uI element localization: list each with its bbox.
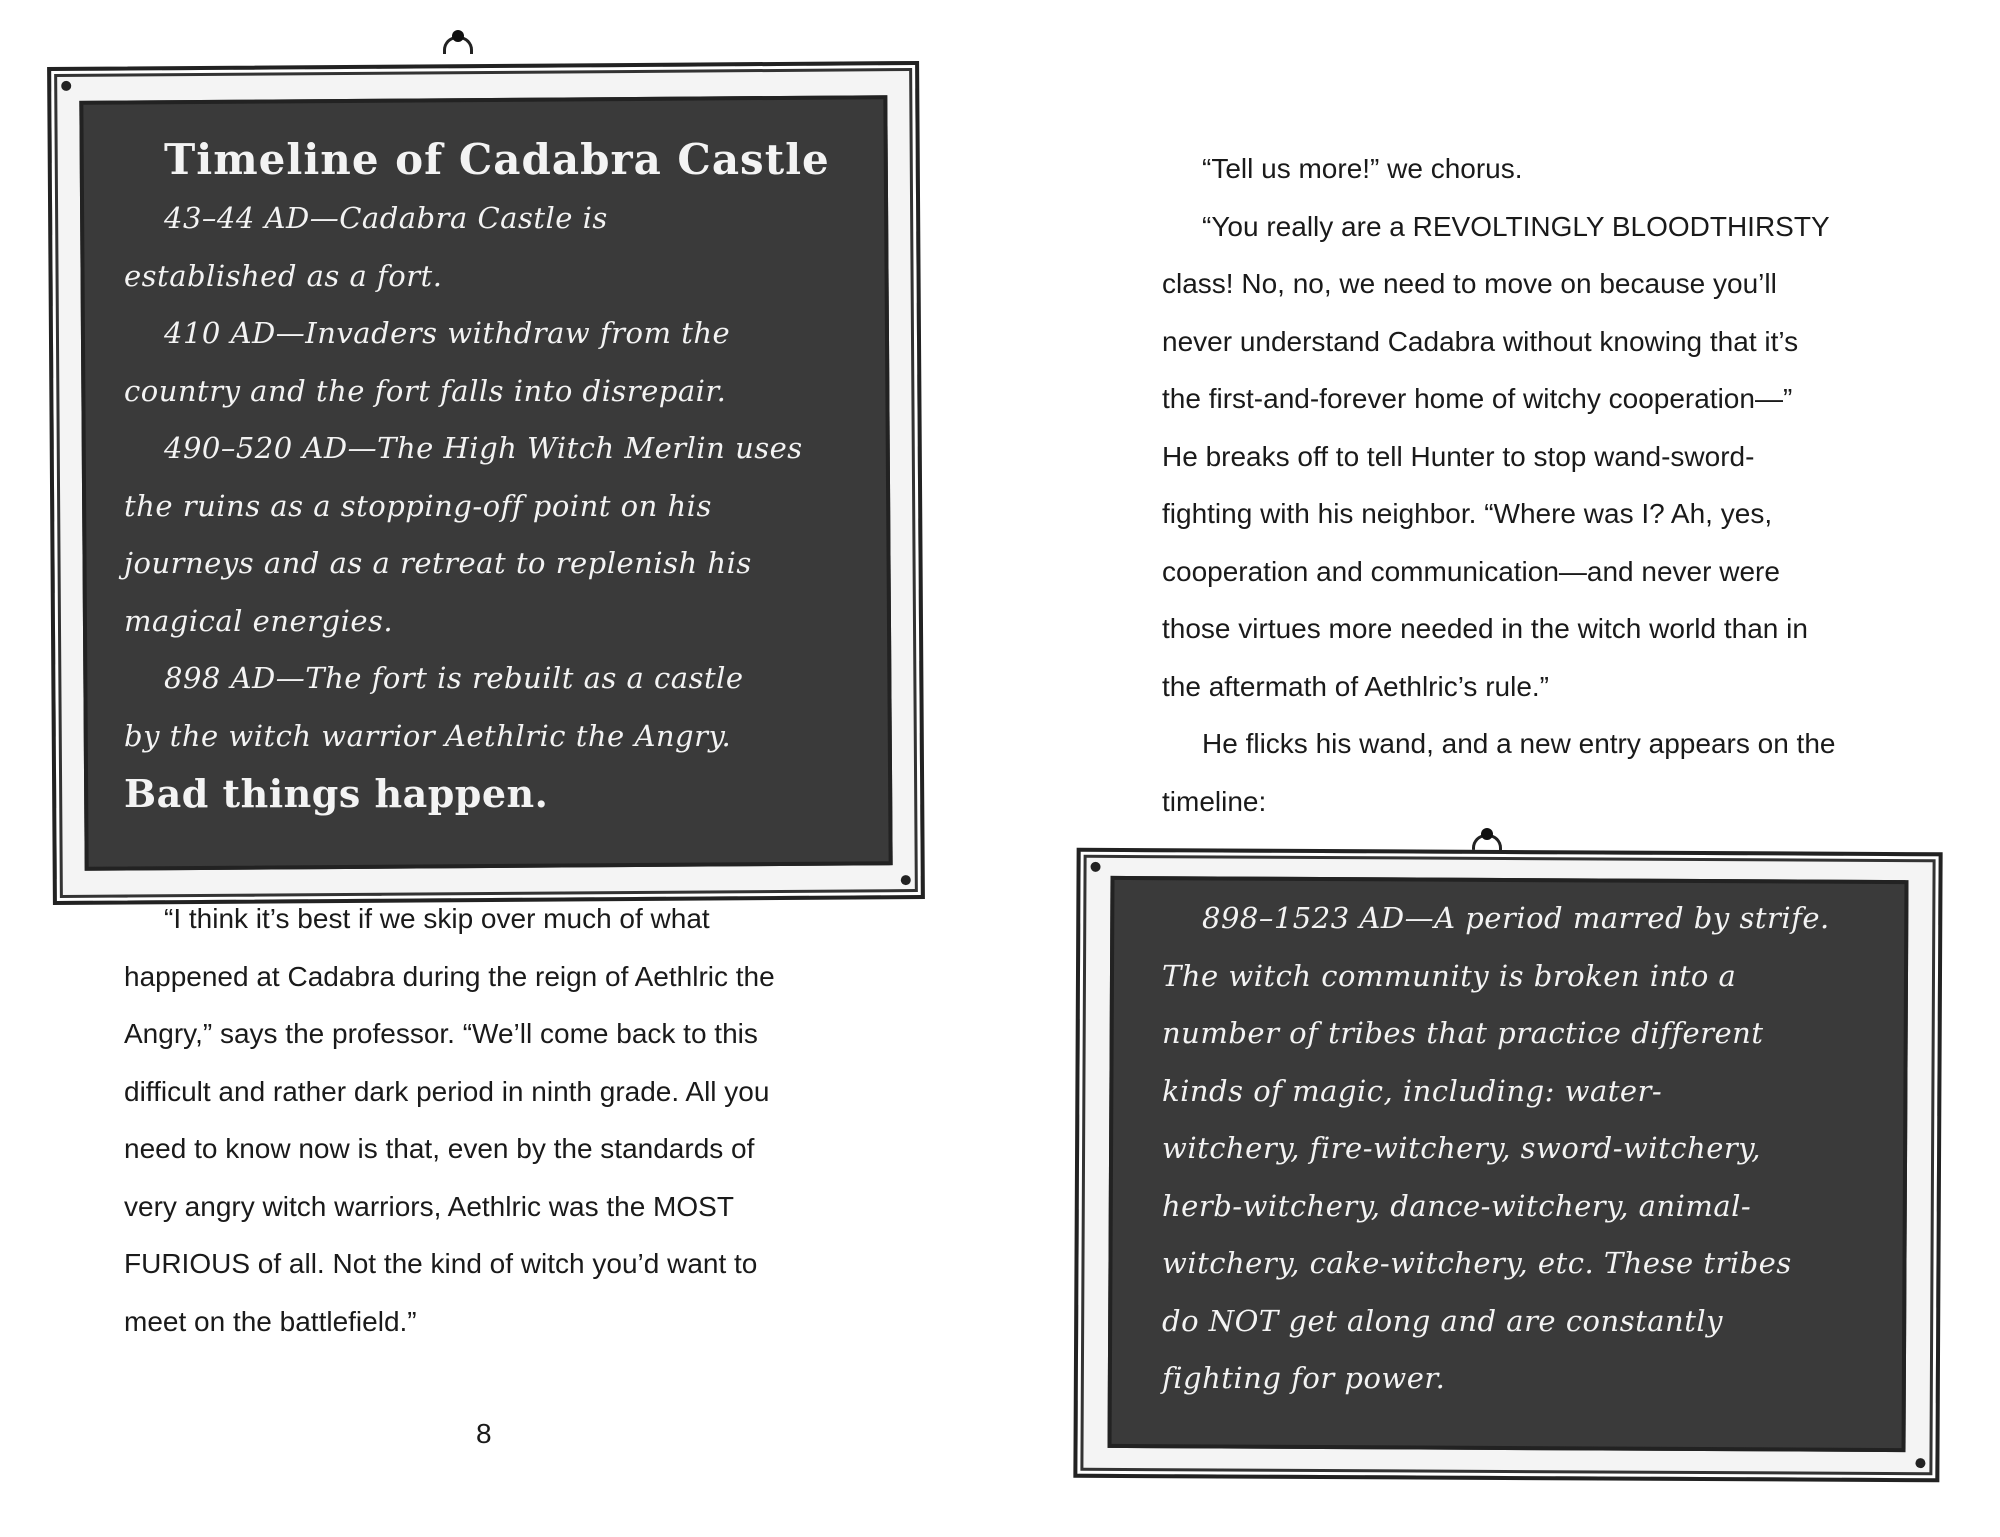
timeline-entry: journeys and as a retreat to replenish his — [124, 546, 752, 580]
timeline-entry: witchery, fire-witchery, sword-witchery, — [1162, 1131, 1761, 1165]
timeline-entry: 898 AD—The fort is rebuilt as a castle — [164, 661, 744, 695]
paragraph-line: happened at Cadabra during the reign of Aethlric the — [124, 960, 775, 992]
paragraph-line: fighting with his neighbor. “Where was I? Ah, yes, — [1162, 498, 1773, 529]
paragraph-line: need to know now is that, even by the standards of — [124, 1133, 755, 1164]
paragraph-line: “I think it’s best if we skip over much of what — [164, 903, 710, 934]
paragraph-line: cooperation and communication—and never were — [1162, 555, 1780, 587]
timeline-entry: magical energies. — [124, 603, 394, 638]
right-page-text — [1162, 140, 1952, 830]
timeline-entry: 43–44 AD—Cadabra Castle is — [164, 201, 608, 235]
paragraph-line: FURIOUS of all. Not the kind of witch you’d want to — [124, 1248, 758, 1279]
timeline-entry: established as a fort. — [124, 258, 443, 293]
paragraph-line: the first-and-forever home of witchy cooperation—” — [1162, 383, 1793, 414]
timeline-entry: by the witch warrior Aethlric the Angry. — [124, 718, 732, 753]
timeline-entry: fighting for power. — [1162, 1361, 1446, 1395]
timeline-entry: do NOT get along and are constantly — [1162, 1303, 1724, 1338]
timeline-entry: herb-witchery, dance-witchery, animal- — [1162, 1188, 1752, 1223]
timeline-entry: 490–520 AD—The High Witch Merlin uses — [164, 431, 803, 465]
paragraph-line: never understand Cadabra without knowing that it’s — [1162, 325, 1799, 357]
paragraph-line: Angry,” says the professor. “We’ll come back to this — [124, 1018, 758, 1049]
left-page-text — [124, 890, 884, 1350]
paragraph-line: He breaks off to tell Hunter to stop wand-sword- — [1162, 440, 1755, 472]
paragraph-line: very angry witch warriors, Aethlric was the MOST — [124, 1190, 734, 1222]
timeline-entry: the ruins as a stopping-off point on his — [124, 488, 712, 523]
paragraph-line: timeline: — [1162, 785, 1267, 817]
timeline-entry: number of tribes that practice different — [1162, 1016, 1764, 1050]
timeline-entry: 898–1523 AD—A period marred by strife. — [1202, 901, 1830, 935]
paragraph-line: difficult and rather dark period in ninth grade. All you — [124, 1075, 770, 1107]
right-chalkboard-text — [1162, 890, 1932, 1408]
timeline-emphasis: Bad things happen. — [124, 771, 549, 816]
timeline-title: Timeline of Cadabra Castle — [164, 135, 830, 184]
timeline-entry: The witch community is broken into a — [1162, 958, 1737, 993]
timeline-entry: country and the fort falls into disrepair. — [124, 373, 727, 408]
timeline-entry: 410 AD—Invaders withdraw from the — [164, 316, 731, 350]
left-chalkboard-text — [124, 130, 884, 823]
timeline-entry: kinds of magic, including: water- — [1162, 1073, 1663, 1108]
paragraph-line: meet on the battlefield.” — [124, 1305, 417, 1337]
nail-icon — [452, 30, 464, 42]
paragraph-line: class! No, no, we need to move on because you’ll — [1162, 268, 1777, 299]
paragraph-line: the aftermath of Aethlric’s rule.” — [1162, 670, 1549, 702]
paragraph-line: “Tell us more!” we chorus. — [1202, 153, 1523, 184]
timeline-entry: witchery, cake-witchery, etc. These tribes — [1162, 1246, 1792, 1280]
paragraph-line: those virtues more needed in the witch world than in — [1162, 613, 1808, 644]
nail-icon — [1481, 828, 1493, 840]
page-number: 8 — [476, 1418, 492, 1449]
paragraph-line: He flicks his wand, and a new entry appears on the — [1202, 728, 1836, 759]
paragraph-line: “You really are a REVOLTINGLY BLOODTHIRSTY — [1202, 210, 1830, 242]
